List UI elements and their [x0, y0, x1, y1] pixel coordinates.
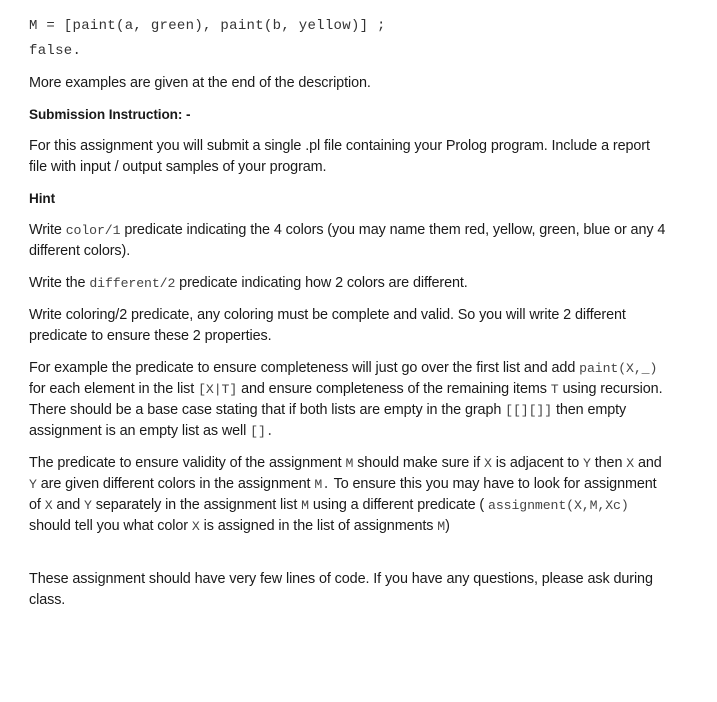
text: For example the predicate to ensure completeness will just go over the first list and add — [29, 360, 580, 376]
coloring-predicate-paragraph: Write coloring/2 predicate, any coloring must be complete and valid. So you will write 2 different predicate to ensure these 2 properties. — [29, 307, 626, 344]
code-m: M — [345, 456, 354, 471]
text: predicate indicating how 2 colors are different. — [175, 275, 468, 291]
code-line-2: false. — [29, 43, 82, 59]
code-x: X — [44, 498, 53, 513]
code-y: Y — [84, 498, 92, 513]
more-examples-text: More examples are given at the end of the description. — [29, 75, 371, 91]
code-y: Y — [583, 456, 591, 471]
closing-paragraph: These assignment should have very few lines of code. If you have any questions, please ask during class. — [29, 571, 653, 608]
text: is assigned in the list of assignments — [199, 518, 438, 534]
code-line-1: M = [paint(a, green), paint(b, yellow)] ; — [29, 18, 386, 34]
text: for each element in the list — [29, 381, 199, 397]
text: then empty assignment is an empty list as well — [29, 402, 627, 439]
text: and — [634, 455, 662, 471]
code-empty-list: []. — [250, 424, 274, 439]
text: and ensure completeness of the remaining items — [237, 381, 551, 397]
color-predicate-paragraph — [29, 220, 669, 262]
text: predicate indicating the 4 colors (you may name them red, yellow, green, blue or any 4 different colors). — [29, 222, 666, 259]
code-m: M — [301, 498, 309, 513]
different-predicate-paragraph — [29, 273, 669, 294]
text: To ensure this you may have to look for assignment of — [29, 476, 657, 513]
code-color: color/1 — [65, 223, 121, 238]
code-different: different/2 — [89, 276, 176, 291]
text: Write — [29, 222, 66, 238]
text: separately in the assignment list — [91, 497, 302, 513]
code-y: Y — [29, 477, 37, 492]
code-assignment: assignment(X,M,Xc) — [488, 498, 629, 513]
text: ) — [445, 518, 450, 534]
submission-text: For this assignment you will submit a single .pl file containing your Prolog program. Include a report file with input / output samples of your program. — [29, 138, 650, 175]
code-t: T — [550, 382, 559, 397]
text: should tell you what color — [29, 518, 192, 534]
text: then — [590, 455, 627, 471]
validity-paragraph — [29, 453, 669, 537]
text: should make sure if — [353, 455, 484, 471]
text: are given different colors in the assignment — [36, 476, 315, 492]
text: using recursion. There should be a base case stating that if both lists are empty in the graph — [29, 381, 663, 418]
text: and — [52, 497, 85, 513]
code-empty-graph: [[][]] — [505, 403, 553, 418]
code-paint: paint(X,_) — [579, 361, 658, 376]
code-list: [X|T] — [198, 382, 238, 397]
code-m: M. — [314, 477, 330, 492]
submission-heading: Submission Instruction: - — [29, 107, 191, 122]
text: using a different predicate ( — [308, 497, 489, 513]
text: The predicate to ensure validity of the assignment — [29, 455, 346, 471]
text: Write the — [29, 275, 90, 291]
code-x: X — [191, 519, 200, 534]
code-m: M — [437, 519, 446, 534]
completeness-paragraph — [29, 358, 669, 442]
text: is adjacent to — [491, 455, 584, 471]
code-x: X — [484, 456, 492, 471]
hint-heading: Hint — [29, 191, 56, 206]
code-x: X — [626, 456, 635, 471]
document-body — [29, 14, 669, 611]
